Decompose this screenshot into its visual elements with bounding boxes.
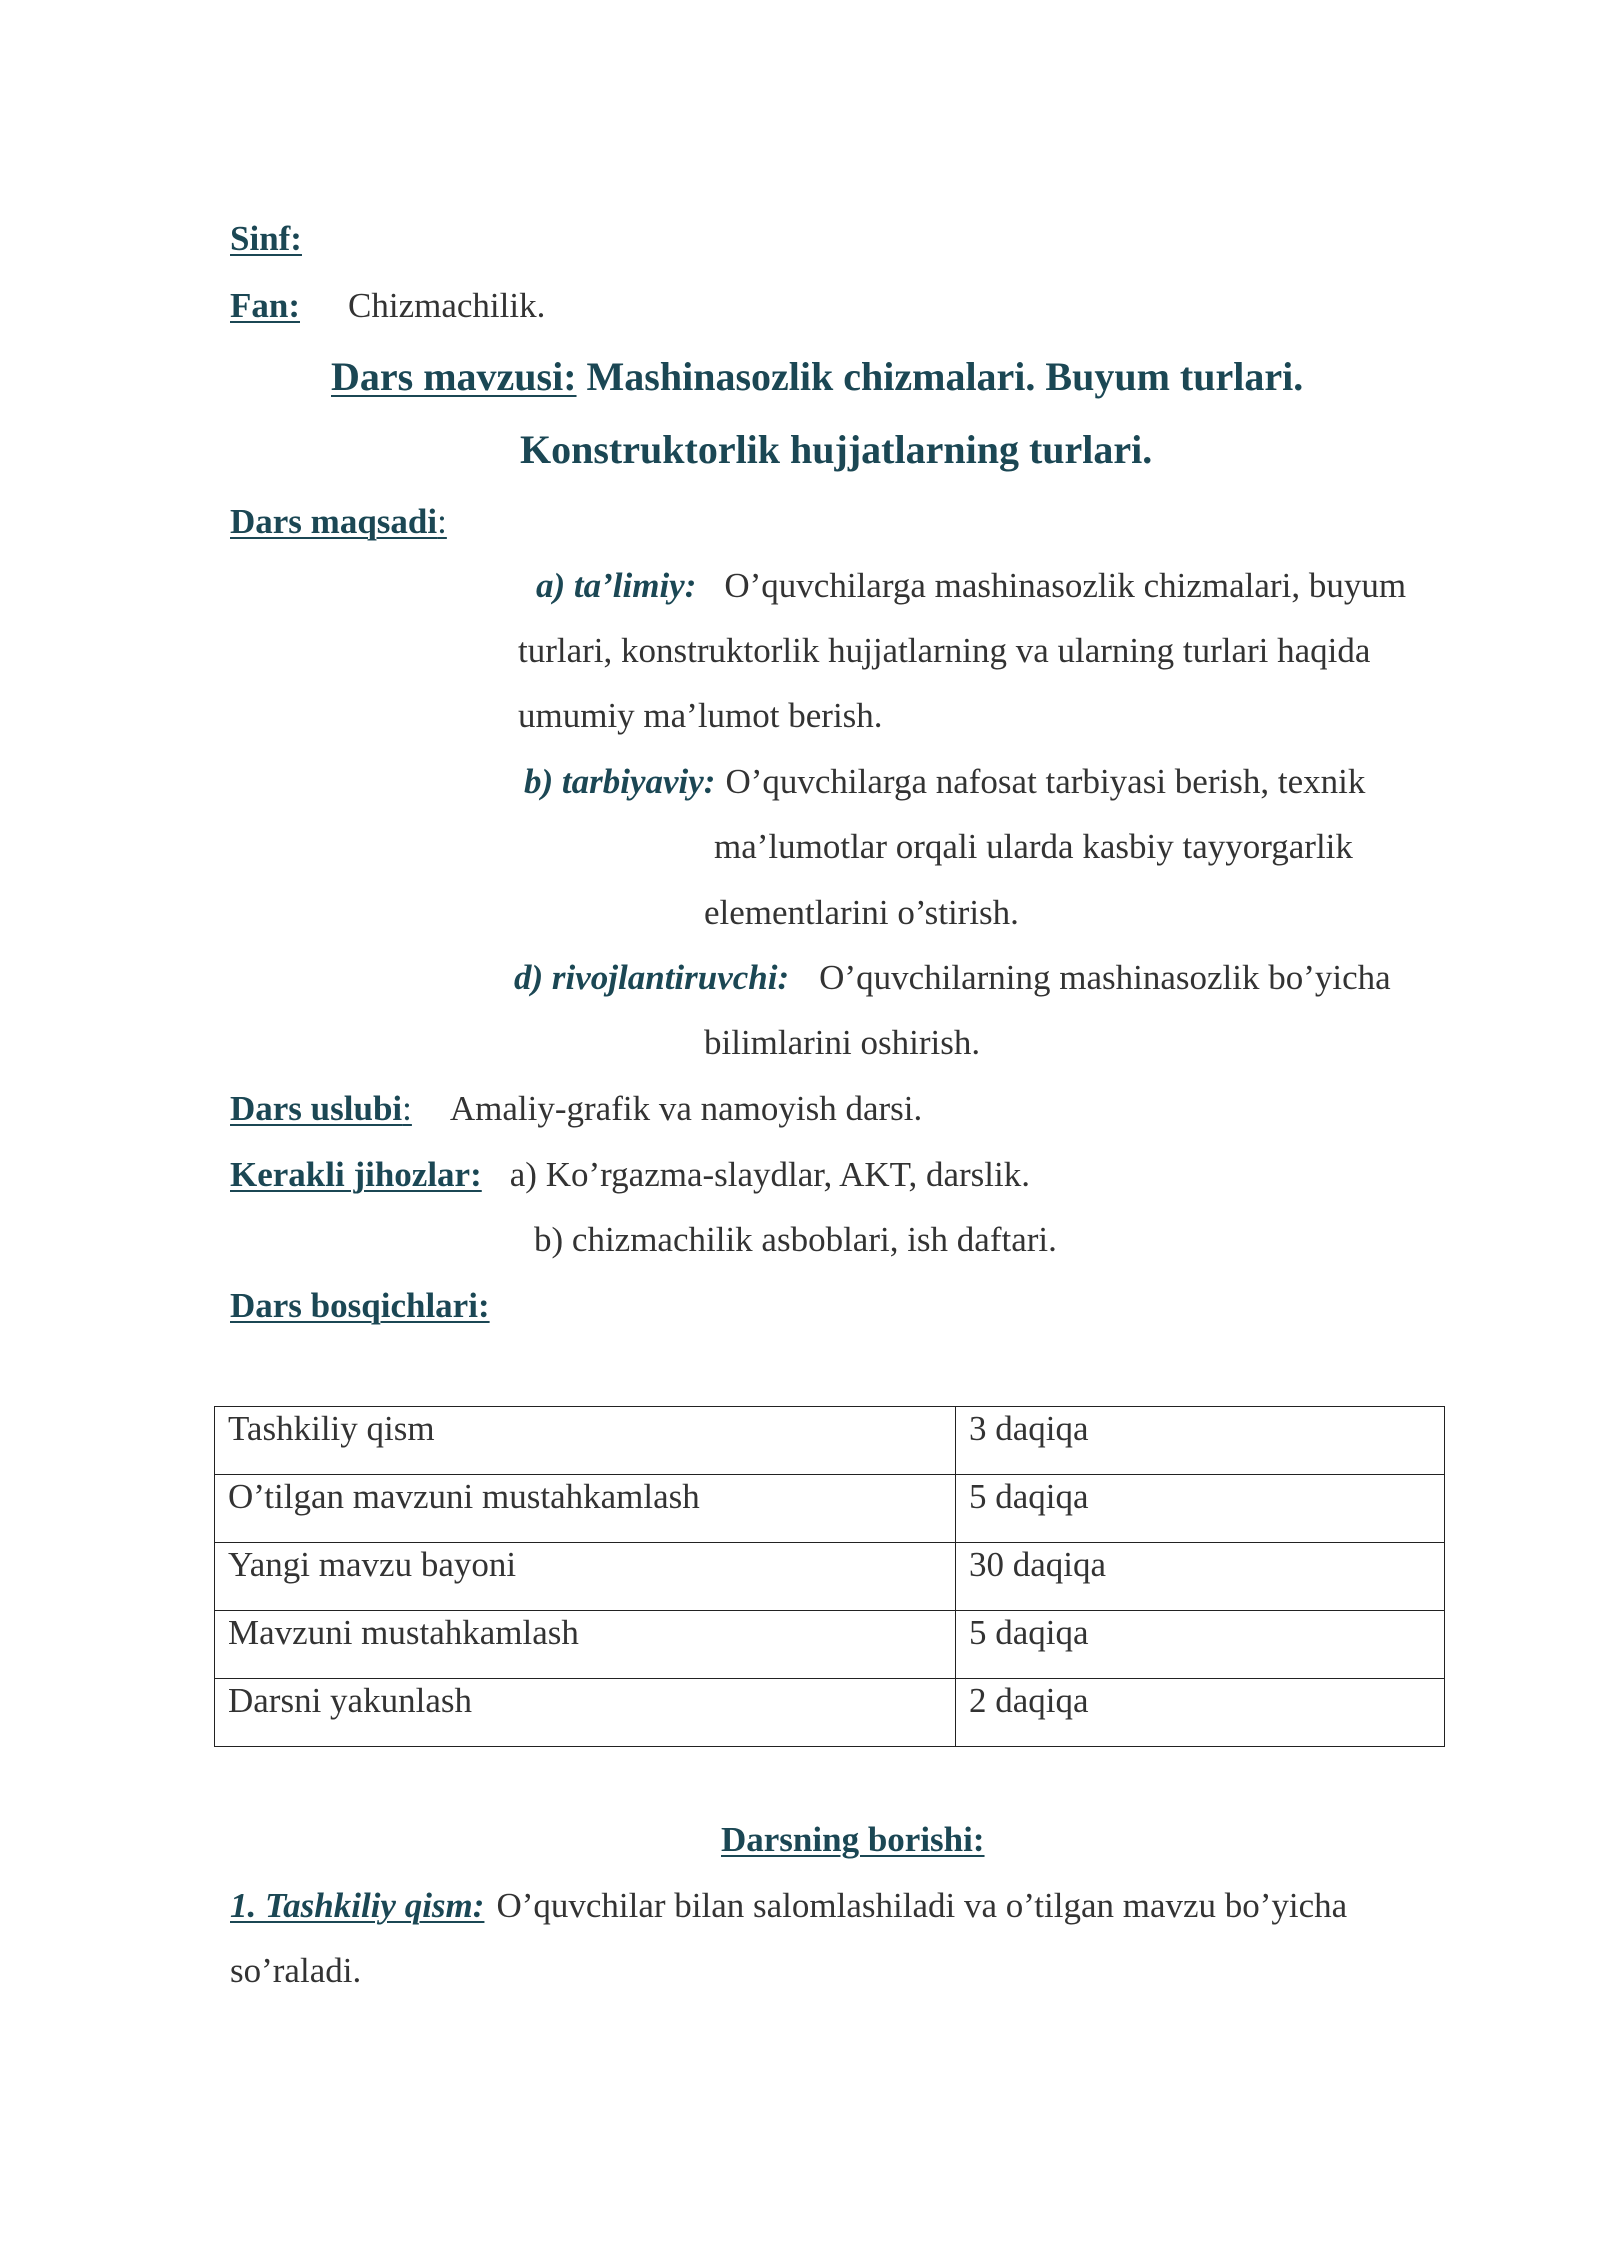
course-item-1 — [230, 1884, 1347, 1928]
stage-time: 3 daqiqa — [956, 1407, 1445, 1475]
goal-a-label: a) ta’limiy: — [536, 566, 697, 605]
course-item-1-text-2: so’raladi. — [230, 1951, 362, 1990]
goal-d-text-2: bilimlarini oshirish. — [704, 1023, 981, 1062]
method-value: Amaliy-grafik va namoyish darsi. — [449, 1089, 923, 1128]
equipment-item-b: b) chizmachilik asboblari, ish daftari. — [534, 1220, 1057, 1259]
table-row — [215, 1611, 1445, 1679]
course-heading: Darsning borishi: — [721, 1820, 985, 1859]
goal-b-text-1: O’quvchilarga nafosat tarbiyasi berish, texnik — [725, 762, 1366, 801]
equipment-item-a: a) Ko’rgazma-slaydlar, AKT, darslik. — [509, 1155, 1030, 1194]
stage-time: 30 daqiqa — [956, 1543, 1445, 1611]
stage-name: Yangi mavzu bayoni — [215, 1543, 956, 1611]
table-row — [215, 1543, 1445, 1611]
stage-time: 5 daqiqa — [956, 1475, 1445, 1543]
method-line: Dars uslubi: Amaliy-grafik va namoyish darsi. — [230, 1089, 923, 1128]
topic-line-1 — [331, 352, 1303, 402]
stages-label-line — [230, 1284, 490, 1328]
stage-name: Mavzuni mustahkamlash — [215, 1611, 956, 1679]
stage-time: 5 daqiqa — [956, 1611, 1445, 1679]
table-row — [215, 1407, 1445, 1475]
goal-d-label: d) rivojlantiruvchi: — [514, 958, 790, 997]
goal-b-label: b) tarbiyaviy: — [524, 762, 716, 801]
topic-title-1: Mashinasozlik chizmalari. Buyum turlari. — [586, 354, 1304, 399]
goal-a-line-1 — [536, 564, 1406, 608]
goal-b-line-1 — [524, 760, 1365, 804]
goal-a-text-2: turlari, konstruktorlik hujjatlarning va ularning turlari haqida — [518, 631, 1371, 670]
goal-d-line-1 — [514, 956, 1391, 1000]
sinf-label: Sinf: — [230, 219, 302, 258]
method-label: Dars uslubi — [230, 1089, 403, 1128]
sinf-line — [230, 217, 302, 261]
topic-label: Dars mavzusi: — [331, 354, 577, 399]
stages-table — [214, 1406, 1445, 1747]
stage-time: 2 daqiqa — [956, 1679, 1445, 1747]
goal-b-text-2: ma’lumotlar orqali ularda kasbiy tayyorgarlik — [714, 827, 1353, 866]
fan-value: Chizmachilik. — [348, 286, 546, 325]
fan-label: Fan: — [230, 286, 300, 325]
stages-label: Dars bosqichlari: — [230, 1286, 490, 1325]
goal-b-text-3: elementlarini o’stirish. — [704, 893, 1019, 932]
stage-name: Darsni yakunlash — [215, 1679, 956, 1747]
table-row — [215, 1475, 1445, 1543]
goals-label: Dars maqsadi — [230, 502, 438, 541]
goal-a-text-1: O’quvchilarga mashinasozlik chizmalari, buyum — [724, 566, 1407, 605]
table-row — [215, 1679, 1445, 1747]
goals-label-line: Dars maqsadi: — [230, 502, 447, 541]
goal-a-text-3: umumiy ma’lumot berish. — [518, 696, 883, 735]
stage-name: Tashkiliy qism — [215, 1407, 956, 1475]
goal-d-text-1: O’quvchilarning mashinasozlik bo’yicha — [819, 958, 1391, 997]
equipment-line — [230, 1153, 1030, 1197]
topic-title-2: Konstruktorlik hujjatlarning turlari. — [520, 427, 1153, 472]
equipment-label: Kerakli jihozlar: — [230, 1155, 482, 1194]
course-heading-line — [721, 1818, 985, 1862]
course-item-1-text: O’quvchilar bilan salomlashiladi va o’tilgan mavzu bo’yicha — [496, 1886, 1348, 1925]
stage-name: O’tilgan mavzuni mustahkamlash — [215, 1475, 956, 1543]
fan-line — [230, 284, 545, 328]
course-item-1-label: 1. Tashkiliy qism: — [230, 1886, 485, 1925]
